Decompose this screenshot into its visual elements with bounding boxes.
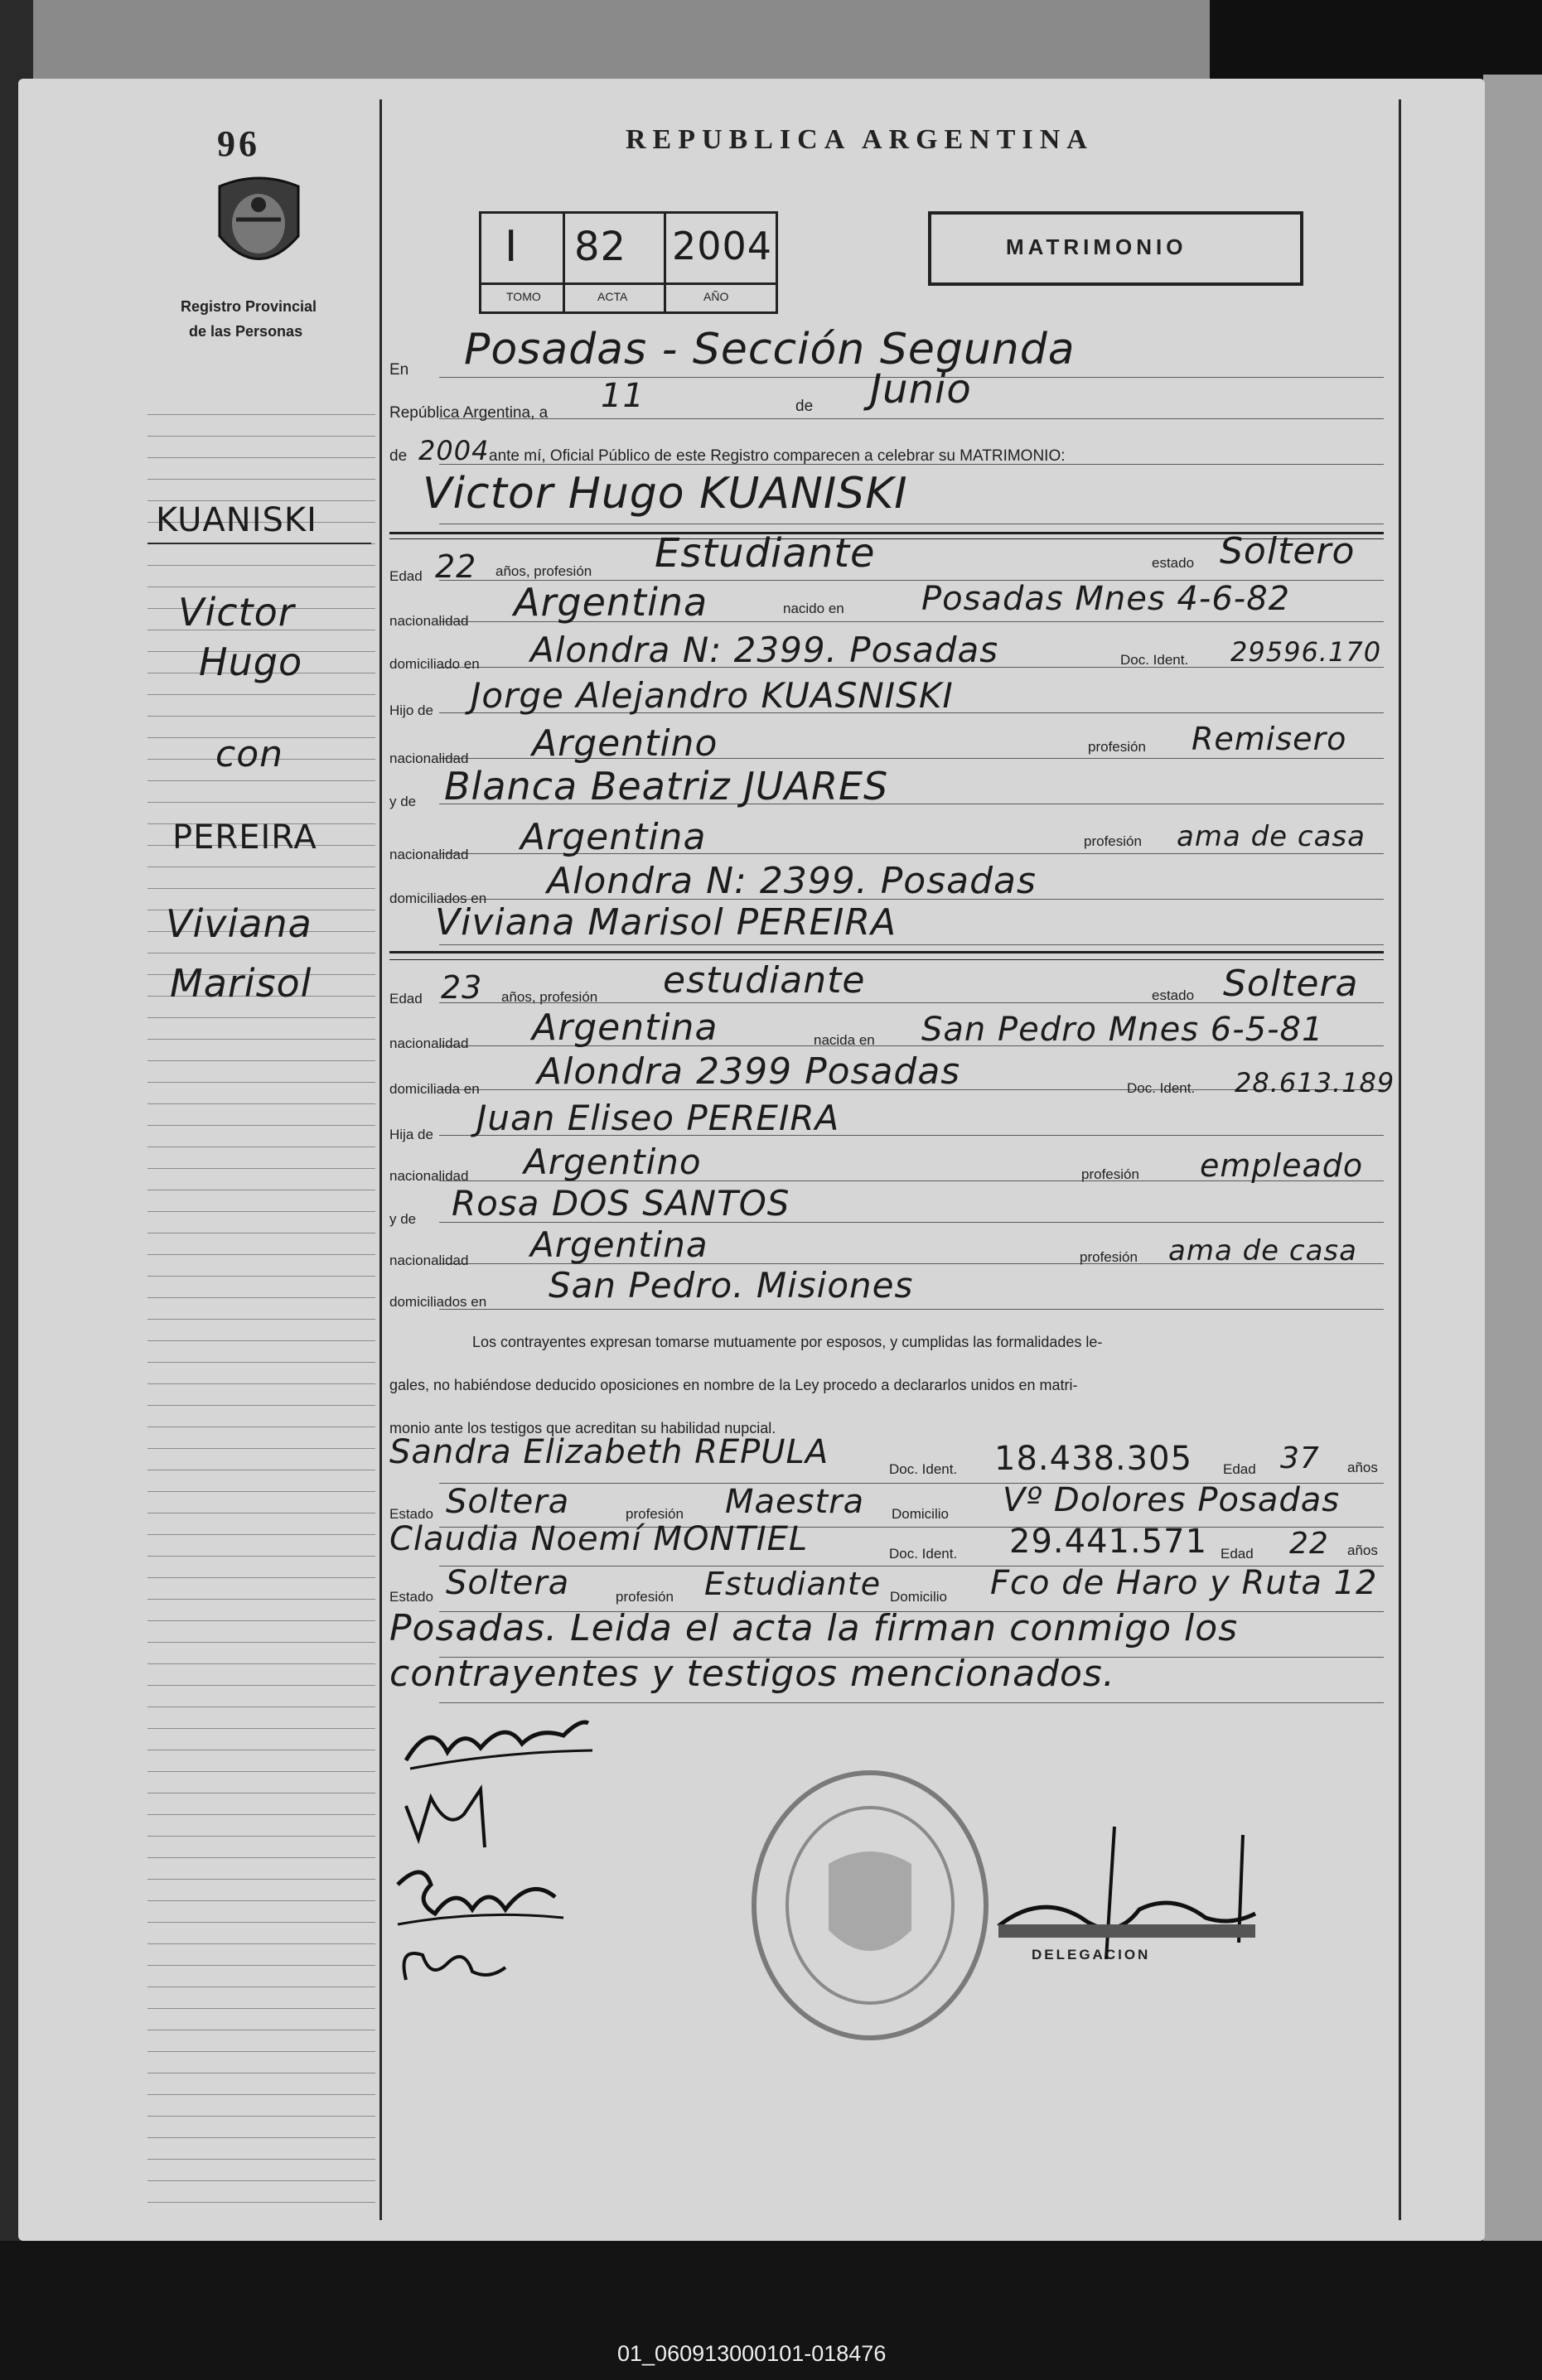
margin-rule-line [147, 1082, 375, 1083]
margin-rule-line [147, 1900, 375, 1901]
margin-rule-line [147, 1642, 375, 1643]
witness-1-doc: 18.438.305 [994, 1440, 1193, 1478]
margin-rule-line [147, 2159, 375, 2160]
signature-witness-2 [389, 1930, 514, 1996]
groom-madre-nac-label: nacionalidad [389, 847, 469, 862]
witness-2-domicilio: Fco de Haro y Ruta 12 [990, 1564, 1378, 1602]
groom-nacionalidad: Argentina [514, 580, 708, 625]
margin-rule-line [147, 1491, 375, 1492]
margin-rule-line [147, 1857, 375, 1858]
margin-rule-line [147, 414, 375, 415]
groom-nacido-label: nacido en [783, 601, 844, 616]
right-border [1399, 99, 1401, 2220]
groom-doc: 29596.170 [1230, 636, 1382, 668]
margin-rule-line [147, 1685, 375, 1686]
margin-rule-line [147, 1534, 375, 1535]
groom-padre-nac-label: nacionalidad [389, 751, 469, 766]
witness-1-estado: Soltera [446, 1483, 570, 1521]
bride-domicilio: Alondra 2399 Posadas [537, 1050, 961, 1093]
page-number: 96 [217, 123, 260, 164]
margin-rule-line [147, 2137, 375, 2138]
margin-rule-line [147, 1965, 375, 1966]
tomo-value: I [505, 222, 519, 272]
ano-value: 2004 [672, 224, 773, 268]
bride-madre-prof-label: profesión [1080, 1249, 1138, 1265]
margin-rule-line [147, 2180, 375, 2181]
bride-anos-label: años, profesión [501, 989, 598, 1005]
groom-padre-prof-label: profesión [1088, 739, 1146, 755]
groom-padre-prof: Remisero [1192, 721, 1347, 757]
groom-hijo-label: Hijo de [389, 702, 433, 718]
margin-rule-line [147, 1448, 375, 1449]
witness-1-profesion: Maestra [725, 1483, 865, 1521]
margin-rule-line [147, 1060, 375, 1061]
groom-madre-nac: Argentina [520, 816, 707, 858]
acta-label: ACTA [597, 290, 628, 303]
witness-1-prof-label: profesión [626, 1506, 684, 1522]
groom-madre-prof-label: profesión [1084, 833, 1142, 849]
margin-given-groom-1: Victor [178, 590, 295, 635]
bride-padre-nac-label: nacionalidad [389, 1168, 469, 1184]
bride-madre-nac: Argentina [530, 1224, 708, 1265]
entry-line [439, 418, 1384, 419]
signature-bride [398, 1781, 514, 1856]
witness-1-dom-label: Domicilio [892, 1506, 949, 1522]
bride-madre-nac-label: nacionalidad [389, 1253, 469, 1268]
margin-rule-line [147, 2116, 375, 2117]
margin-rule-line [147, 1405, 375, 1406]
en-label: En [389, 361, 409, 379]
month-value: Junio [870, 366, 972, 413]
bride-estado-label: estado [1152, 987, 1195, 1003]
margin-con: con [215, 733, 283, 775]
margin-rule-line [147, 1836, 375, 1837]
witness-1-anos-label: años [1347, 1460, 1378, 1475]
groom-doc-label: Doc. Ident. [1120, 652, 1189, 668]
margin-rule-line [147, 716, 375, 717]
witness-2-name: Claudia Noemí MONTIEL [389, 1520, 809, 1558]
margin-rule-line [147, 1211, 375, 1212]
year-value: 2004 [418, 435, 490, 466]
bride-name: Viviana Marisol PEREIRA [435, 901, 897, 944]
bride-yde-label: y de [389, 1211, 417, 1227]
bride-section-top-line-2 [389, 959, 1384, 960]
bride-nacionalidad: Argentina [532, 1007, 718, 1049]
margin-surname-groom: KUANISKI [156, 501, 317, 539]
witness-2-anos-label: años [1347, 1542, 1378, 1558]
declaration-line-3: monio ante los testigos que acreditan su habilidad nupcial. [389, 1420, 776, 1436]
signature-witness-1 [389, 1851, 572, 1934]
groom-madre: Blanca Beatriz JUARES [444, 764, 889, 809]
witness-1-doc-label: Doc. Ident. [889, 1461, 958, 1477]
margin-rule-line [147, 694, 375, 695]
record-number-box [479, 211, 778, 314]
bride-estado: Soltera [1223, 963, 1359, 1005]
margin-rule-line [147, 1168, 375, 1169]
groom-profesion: Estudiante [655, 530, 876, 577]
groom-nac-label: nacionalidad [389, 613, 469, 629]
groom-yde-label: y de [389, 794, 417, 809]
groom-dom-label: domiciliado en [389, 656, 480, 672]
witness-2-prof-label: profesión [616, 1589, 674, 1605]
margin-rule-line [147, 1276, 375, 1277]
margin-rule-line [147, 1922, 375, 1923]
witness-2-edad-label: Edad [1221, 1546, 1254, 1562]
witness-1-edad: 37 [1280, 1441, 1320, 1475]
groom-nacido: Posadas Mnes 4-6-82 [921, 580, 1291, 618]
margin-rule-line [147, 1577, 375, 1578]
declaration-line-2: gales, no habiéndose deducido oposiciones en nombre de la Ley procedo a declararlos unidos en matri- [389, 1377, 1078, 1393]
margin-rule-line [147, 1383, 375, 1384]
ano-label: AÑO [703, 290, 729, 303]
bride-doc: 28.613.189 [1235, 1067, 1395, 1098]
witness-1-name: Sandra Elizabeth REPULA [389, 1433, 829, 1471]
record-type-box [928, 211, 1303, 286]
bride-section-top-line [389, 951, 1384, 953]
previous-page-edge [33, 0, 1210, 79]
signature-groom [398, 1702, 597, 1777]
bride-dom-label: domiciliada en [389, 1081, 480, 1097]
margin-rule-line [147, 1103, 375, 1104]
margin-rule-line [147, 1125, 375, 1126]
tomo-label: TOMO [506, 290, 541, 303]
place-value: Posadas - Sección Segunda [464, 325, 1076, 374]
margin-rule-line [147, 1319, 375, 1320]
coat-of-arms-icon [211, 170, 307, 282]
witness-1-estado-label: Estado [389, 1506, 433, 1522]
margin-rule-line [147, 1814, 375, 1815]
margin-divider [379, 99, 382, 2220]
margin-rule-line [147, 2202, 375, 2203]
margin-rule-line [147, 565, 375, 566]
groom-padre-nac: Argentino [532, 722, 718, 765]
bride-profesion: estudiante [663, 959, 866, 1002]
margin-rule-line [147, 1017, 375, 1018]
record-box-label-line [481, 282, 776, 285]
margin-rule-line [147, 1340, 375, 1341]
margin-surname-bride: PEREIRA [172, 818, 317, 857]
bride-padres-dom: San Pedro. Misiones [549, 1265, 914, 1306]
margin-given-bride-2: Marisol [170, 961, 312, 1006]
entry-line [439, 944, 1384, 945]
witness-2-doc-label: Doc. Ident. [889, 1546, 958, 1562]
bride-madre-prof: ama de casa [1168, 1234, 1357, 1267]
entry-line [439, 1309, 1384, 1310]
margin-rule-line [147, 1771, 375, 1772]
intro-sentence: ante mí, Oficial Público de este Registro comparecen a celebrar su MATRIMONIO: [489, 447, 1066, 465]
year-prefix-label: de [389, 447, 408, 465]
margin-rule-line [147, 1297, 375, 1298]
page-stack-edge [1483, 75, 1542, 2245]
groom-name: Victor Hugo KUANISKI [423, 469, 908, 519]
image-id-caption: 01_060913000101-018476 [617, 2341, 887, 2366]
margin-underline-1 [147, 543, 371, 544]
record-box-divider-1 [563, 214, 565, 311]
margin-rule-line [147, 1943, 375, 1944]
record-box-divider-2 [664, 214, 666, 311]
record-type: MATRIMONIO [1006, 234, 1187, 259]
closing-line-2: contrayentes y testigos mencionados. [389, 1653, 1115, 1695]
margin-rule-line [147, 457, 375, 458]
republica-label: República Argentina, a [389, 404, 549, 422]
margin-rule-line [147, 1362, 375, 1363]
groom-domicilio: Alondra N: 2399. Posadas [530, 630, 999, 670]
background-dark [1210, 0, 1542, 79]
margin-rule-line [147, 2008, 375, 2009]
bride-edad: 23 [441, 969, 483, 1006]
bride-padres-dom-label: domiciliados en [389, 1294, 487, 1310]
groom-estado: Soltero [1220, 530, 1356, 572]
groom-anos-label: años, profesión [495, 563, 592, 579]
registry-name-line2: de las Personas [189, 323, 303, 340]
witness-1-domicilio: Vº Dolores Posadas [1003, 1481, 1341, 1519]
margin-rule-line [147, 1728, 375, 1729]
declaration-line-1: Los contrayentes expresan tomarse mutuamente por esposos, y cumplidas las formalidades le- [472, 1334, 1103, 1350]
groom-edad: 22 [435, 548, 477, 585]
groom-padres-dom-label: domiciliados en [389, 891, 487, 906]
seal-text: DELEGACION [1032, 1947, 1151, 1962]
signature-official [990, 1818, 1264, 1976]
margin-rule-line [147, 1620, 375, 1621]
margin-given-groom-2: Hugo [199, 640, 303, 684]
margin-rule-line [147, 780, 375, 781]
de-label: de [795, 398, 814, 415]
bride-edad-label: Edad [389, 991, 423, 1007]
margin-rule-line [147, 1599, 375, 1600]
groom-madre-prof: ama de casa [1177, 820, 1366, 853]
bride-madre: Rosa DOS SANTOS [452, 1183, 790, 1224]
bride-nac-label: nacionalidad [389, 1036, 469, 1051]
bride-padre-prof-label: profesión [1081, 1166, 1139, 1182]
margin-given-bride-1: Viviana [166, 901, 312, 946]
margin-rule-line [147, 888, 375, 889]
margin-rule-line [147, 1254, 375, 1255]
groom-estado-label: estado [1152, 555, 1195, 571]
witness-2-estado-label: Estado [389, 1589, 433, 1605]
margin-rule-line [147, 479, 375, 480]
witness-2-profesion: Estudiante [704, 1566, 882, 1602]
margin-rule-line [147, 802, 375, 803]
groom-padre: Jorge Alejandro KUASNISKI [471, 675, 954, 716]
bride-padre-prof: empleado [1200, 1147, 1364, 1184]
witness-2-edad: 22 [1289, 1527, 1329, 1561]
official-seal-icon [746, 1764, 994, 2046]
margin-rule-line [147, 2094, 375, 2095]
witness-2-doc: 29.441.571 [1009, 1523, 1208, 1561]
margin-rule-line [147, 1556, 375, 1557]
bride-nacida-label: nacida en [814, 1032, 875, 1048]
day-value: 11 [601, 377, 645, 415]
margin-rule-line [147, 1879, 375, 1880]
margin-rule-line [147, 1039, 375, 1040]
acta-value: 82 [574, 224, 627, 270]
margin-rule-line [147, 1663, 375, 1664]
margin-rule-line [147, 436, 375, 437]
margin-rule-line [147, 2051, 375, 2052]
closing-line-1: Posadas. Leida el acta la firman conmigo los [389, 1607, 1239, 1649]
witness-2-estado: Soltera [446, 1564, 570, 1602]
bride-padre: Juan Eliseo PEREIRA [476, 1098, 840, 1138]
country-heading: REPUBLICA ARGENTINA [626, 124, 1094, 155]
groom-padres-dom: Alondra N: 2399. Posadas [547, 860, 1037, 902]
bride-hija-label: Hija de [389, 1127, 433, 1142]
witness-1-edad-label: Edad [1223, 1461, 1256, 1477]
registry-name-line1: Registro Provincial [181, 298, 317, 315]
witness-2-dom-label: Domicilio [890, 1589, 947, 1605]
groom-edad-label: Edad [389, 568, 423, 584]
bride-doc-label: Doc. Ident. [1127, 1080, 1196, 1096]
bride-nacida: San Pedro Mnes 6-5-81 [921, 1011, 1324, 1049]
bride-padre-nac: Argentino [524, 1142, 702, 1182]
